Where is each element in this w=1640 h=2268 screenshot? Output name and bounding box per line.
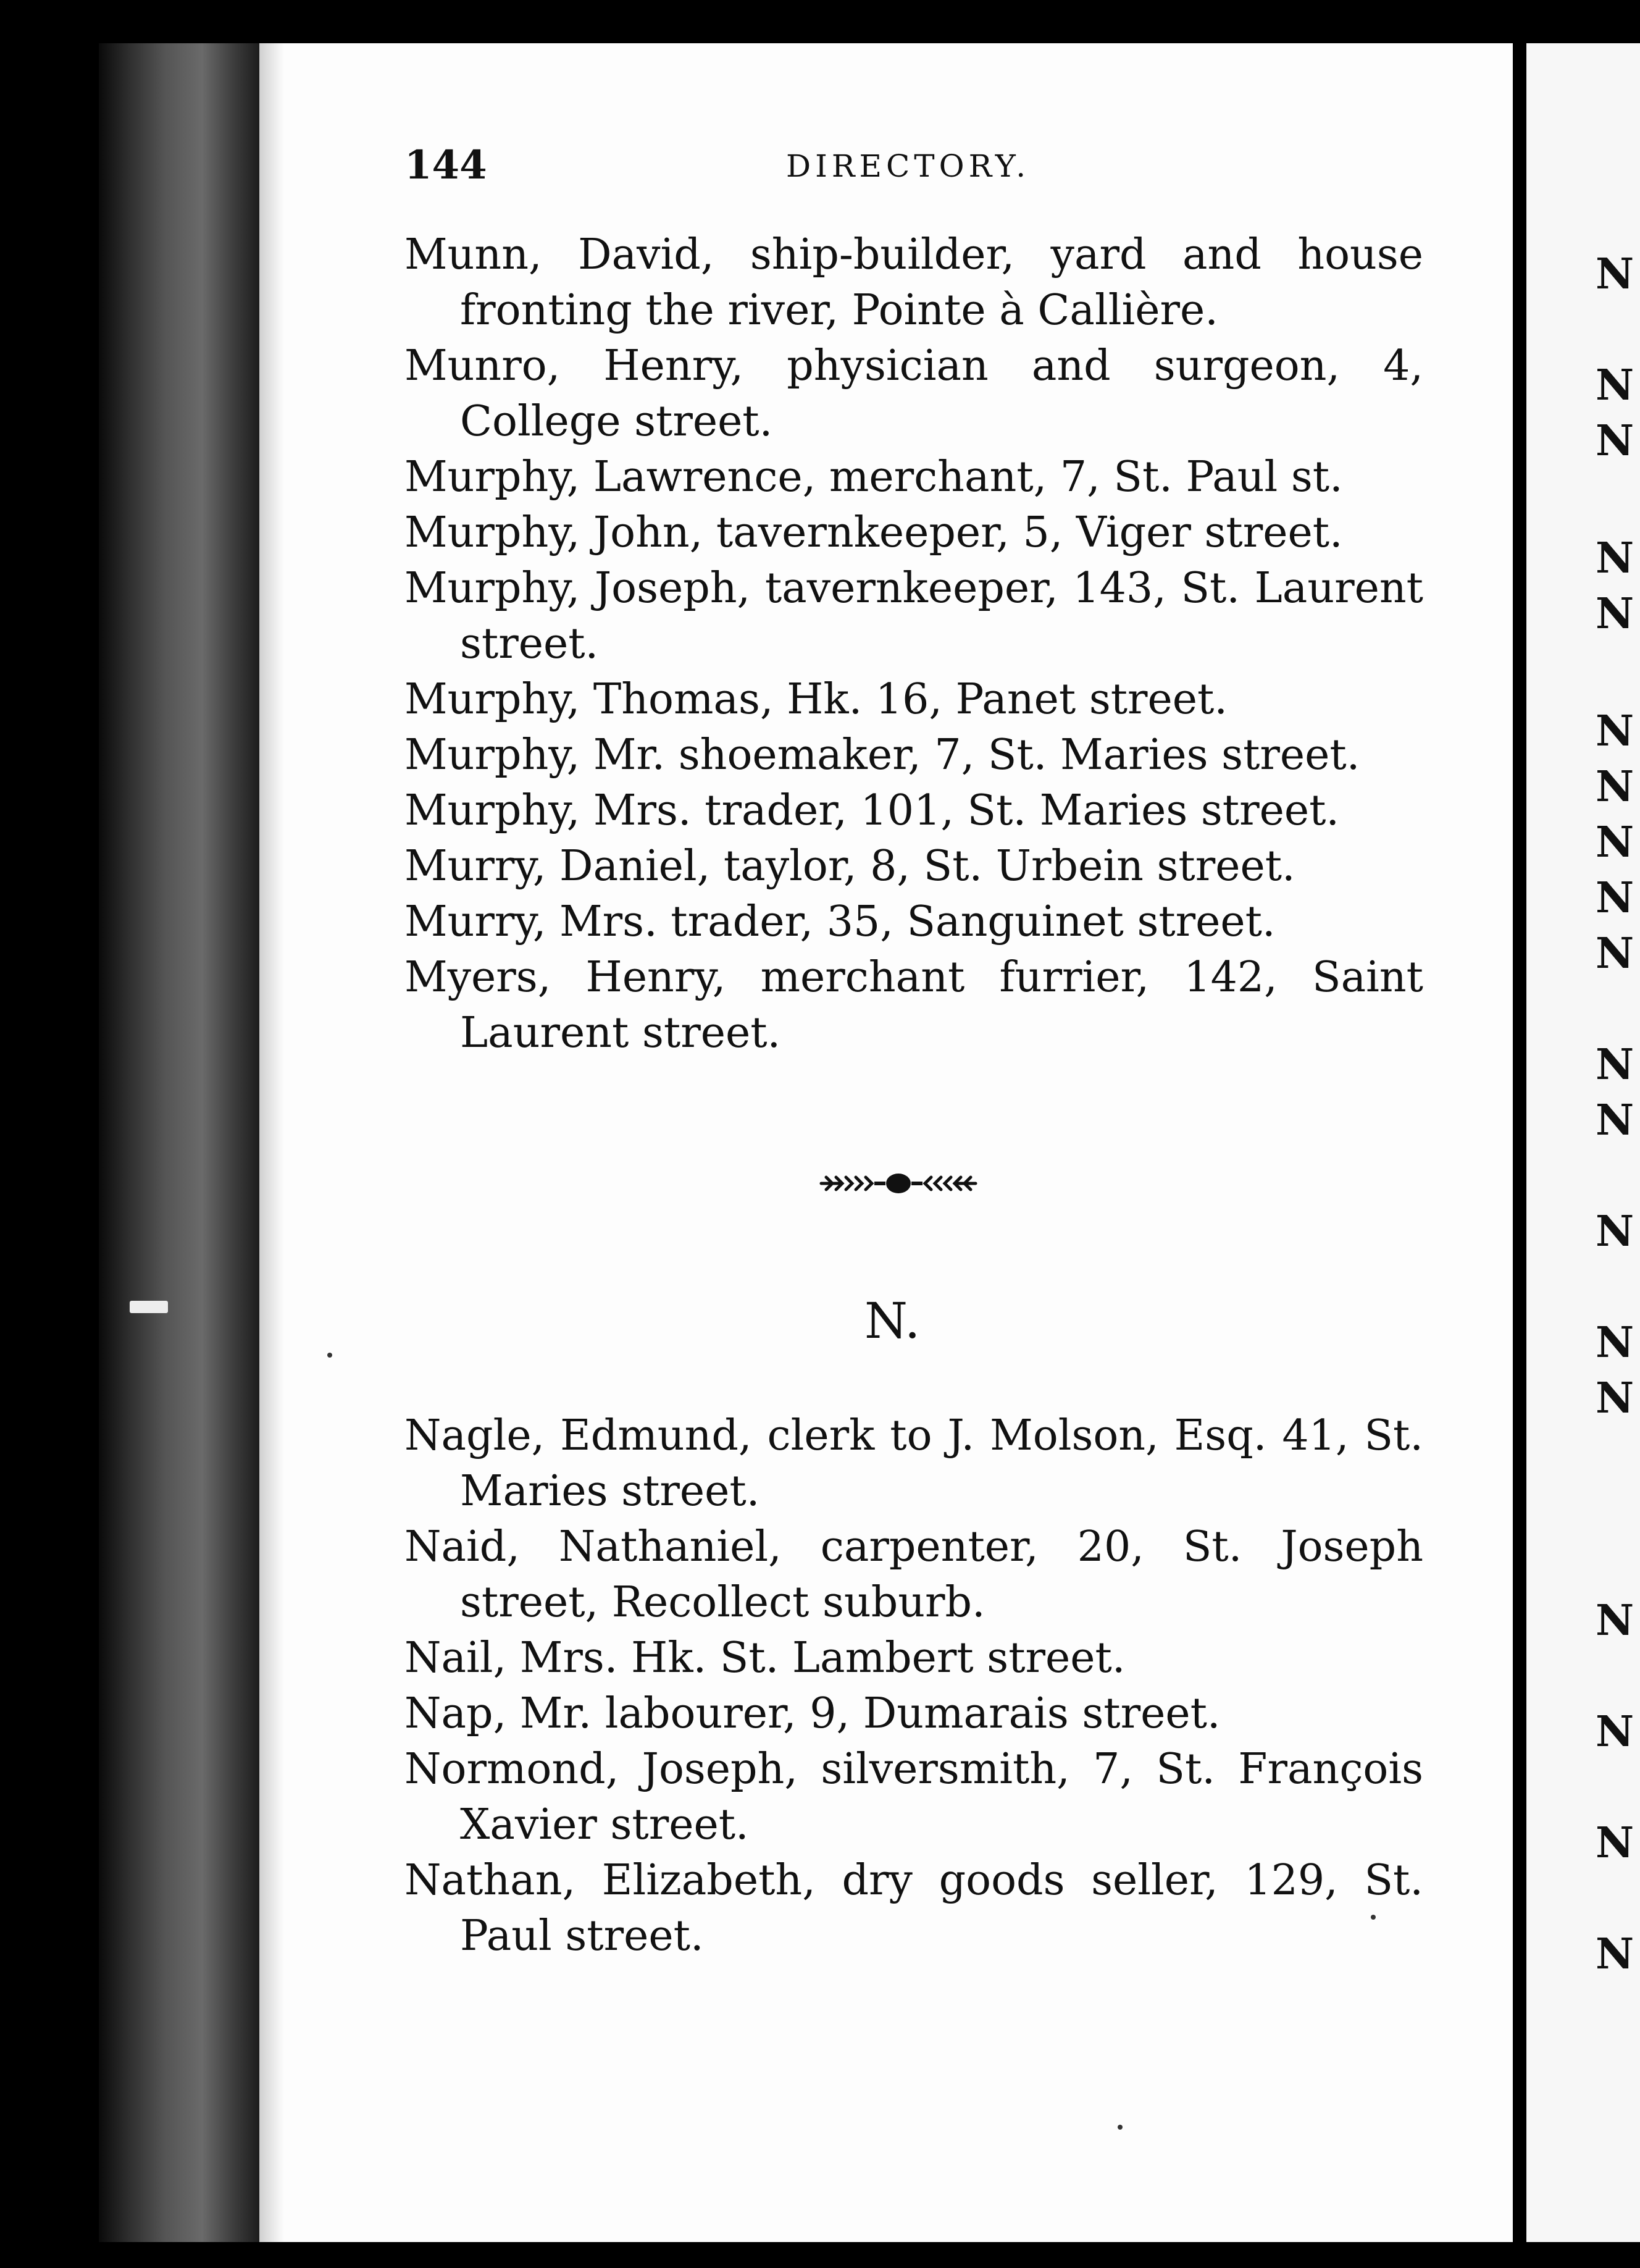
edge-letter: N: [1596, 416, 1634, 466]
print-speck: [1118, 2125, 1123, 2130]
edge-letter: N: [1596, 929, 1634, 978]
directory-entry: Munro, Henry, physician and surgeon, 4, College street.: [404, 342, 1423, 446]
section-letter-n: N.: [864, 1292, 921, 1350]
edge-letter: N: [1596, 818, 1634, 867]
edge-letter: N: [1596, 707, 1634, 756]
directory-section-m: [404, 227, 1423, 1061]
spine-mark: [130, 1301, 168, 1313]
edge-letter: N: [1596, 589, 1634, 639]
directory-entry: Nathan, Elizabeth, dry goods seller, 129, St. Paul street.: [404, 1856, 1423, 1960]
directory-section-n: [404, 1408, 1423, 1964]
directory-entry: Murphy, Mr. shoemaker, 7, St. Maries street.: [404, 731, 1360, 779]
directory-entry: Murphy, Thomas, Hk. 16, Panet street.: [404, 675, 1228, 724]
running-head: DIRECTORY.: [786, 148, 1031, 184]
directory-entry: Normond, Joseph, silversmith, 7, St. François Xavier street.: [404, 1745, 1423, 1849]
directory-entry: Naid, Nathaniel, carpenter, 20, St. Joseph street, Recollect suburb.: [404, 1522, 1423, 1627]
edge-letter: N: [1596, 534, 1634, 583]
edge-letter: N: [1596, 361, 1634, 410]
print-speck: [327, 1353, 332, 1358]
directory-entry: Nap, Mr. labourer, 9, Dumarais street.: [404, 1689, 1221, 1738]
book-spine: [99, 43, 266, 2242]
edge-letter: N: [1596, 1318, 1634, 1367]
directory-entry: Myers, Henry, merchant furrier, 142, Saint Laurent street.: [404, 953, 1423, 1057]
directory-entry: Murphy, Mrs. trader, 101, St. Maries street.: [404, 786, 1340, 835]
printers-ornament-icon: [815, 1170, 982, 1197]
directory-entry: Munn, David, ship-builder, yard and house fronting the river, Pointe à Callière.: [404, 230, 1423, 335]
directory-entry: Murry, Daniel, taylor, 8, St. Urbein street.: [404, 842, 1295, 891]
directory-entry: Murphy, Lawrence, merchant, 7, St. Paul st.: [404, 453, 1343, 502]
edge-letter: N: [1596, 873, 1634, 923]
page-header: [404, 142, 1423, 198]
page-gutter: [1513, 43, 1526, 2242]
adjacent-page-edge: [1526, 43, 1640, 2242]
edge-letter: N: [1596, 1596, 1634, 1645]
edge-letter: N: [1596, 1374, 1634, 1423]
edge-letter: N: [1596, 1930, 1634, 1979]
edge-letter: N: [1596, 1818, 1634, 1868]
edge-letter: N: [1596, 1040, 1634, 1090]
page-number: 144: [404, 142, 487, 188]
print-speck: [1371, 1915, 1376, 1920]
directory-entry: Murphy, Joseph, tavernkeeper, 143, St. Laurent street.: [404, 564, 1423, 668]
edge-letter: N: [1596, 762, 1634, 812]
directory-entry: Nail, Mrs. Hk. St. Lambert street.: [404, 1634, 1126, 1682]
edge-letter: N: [1596, 1096, 1634, 1145]
directory-entry: Murphy, John, tavernkeeper, 5, Viger street.: [404, 508, 1343, 557]
edge-letter: N: [1596, 250, 1634, 299]
edge-letter: N: [1596, 1207, 1634, 1256]
directory-entry: Nagle, Edmund, clerk to J. Molson, Esq. 41, St. Maries street.: [404, 1411, 1423, 1516]
directory-entry: Murry, Mrs. trader, 35, Sanguinet street.: [404, 897, 1276, 946]
edge-letter: N: [1596, 1707, 1634, 1757]
